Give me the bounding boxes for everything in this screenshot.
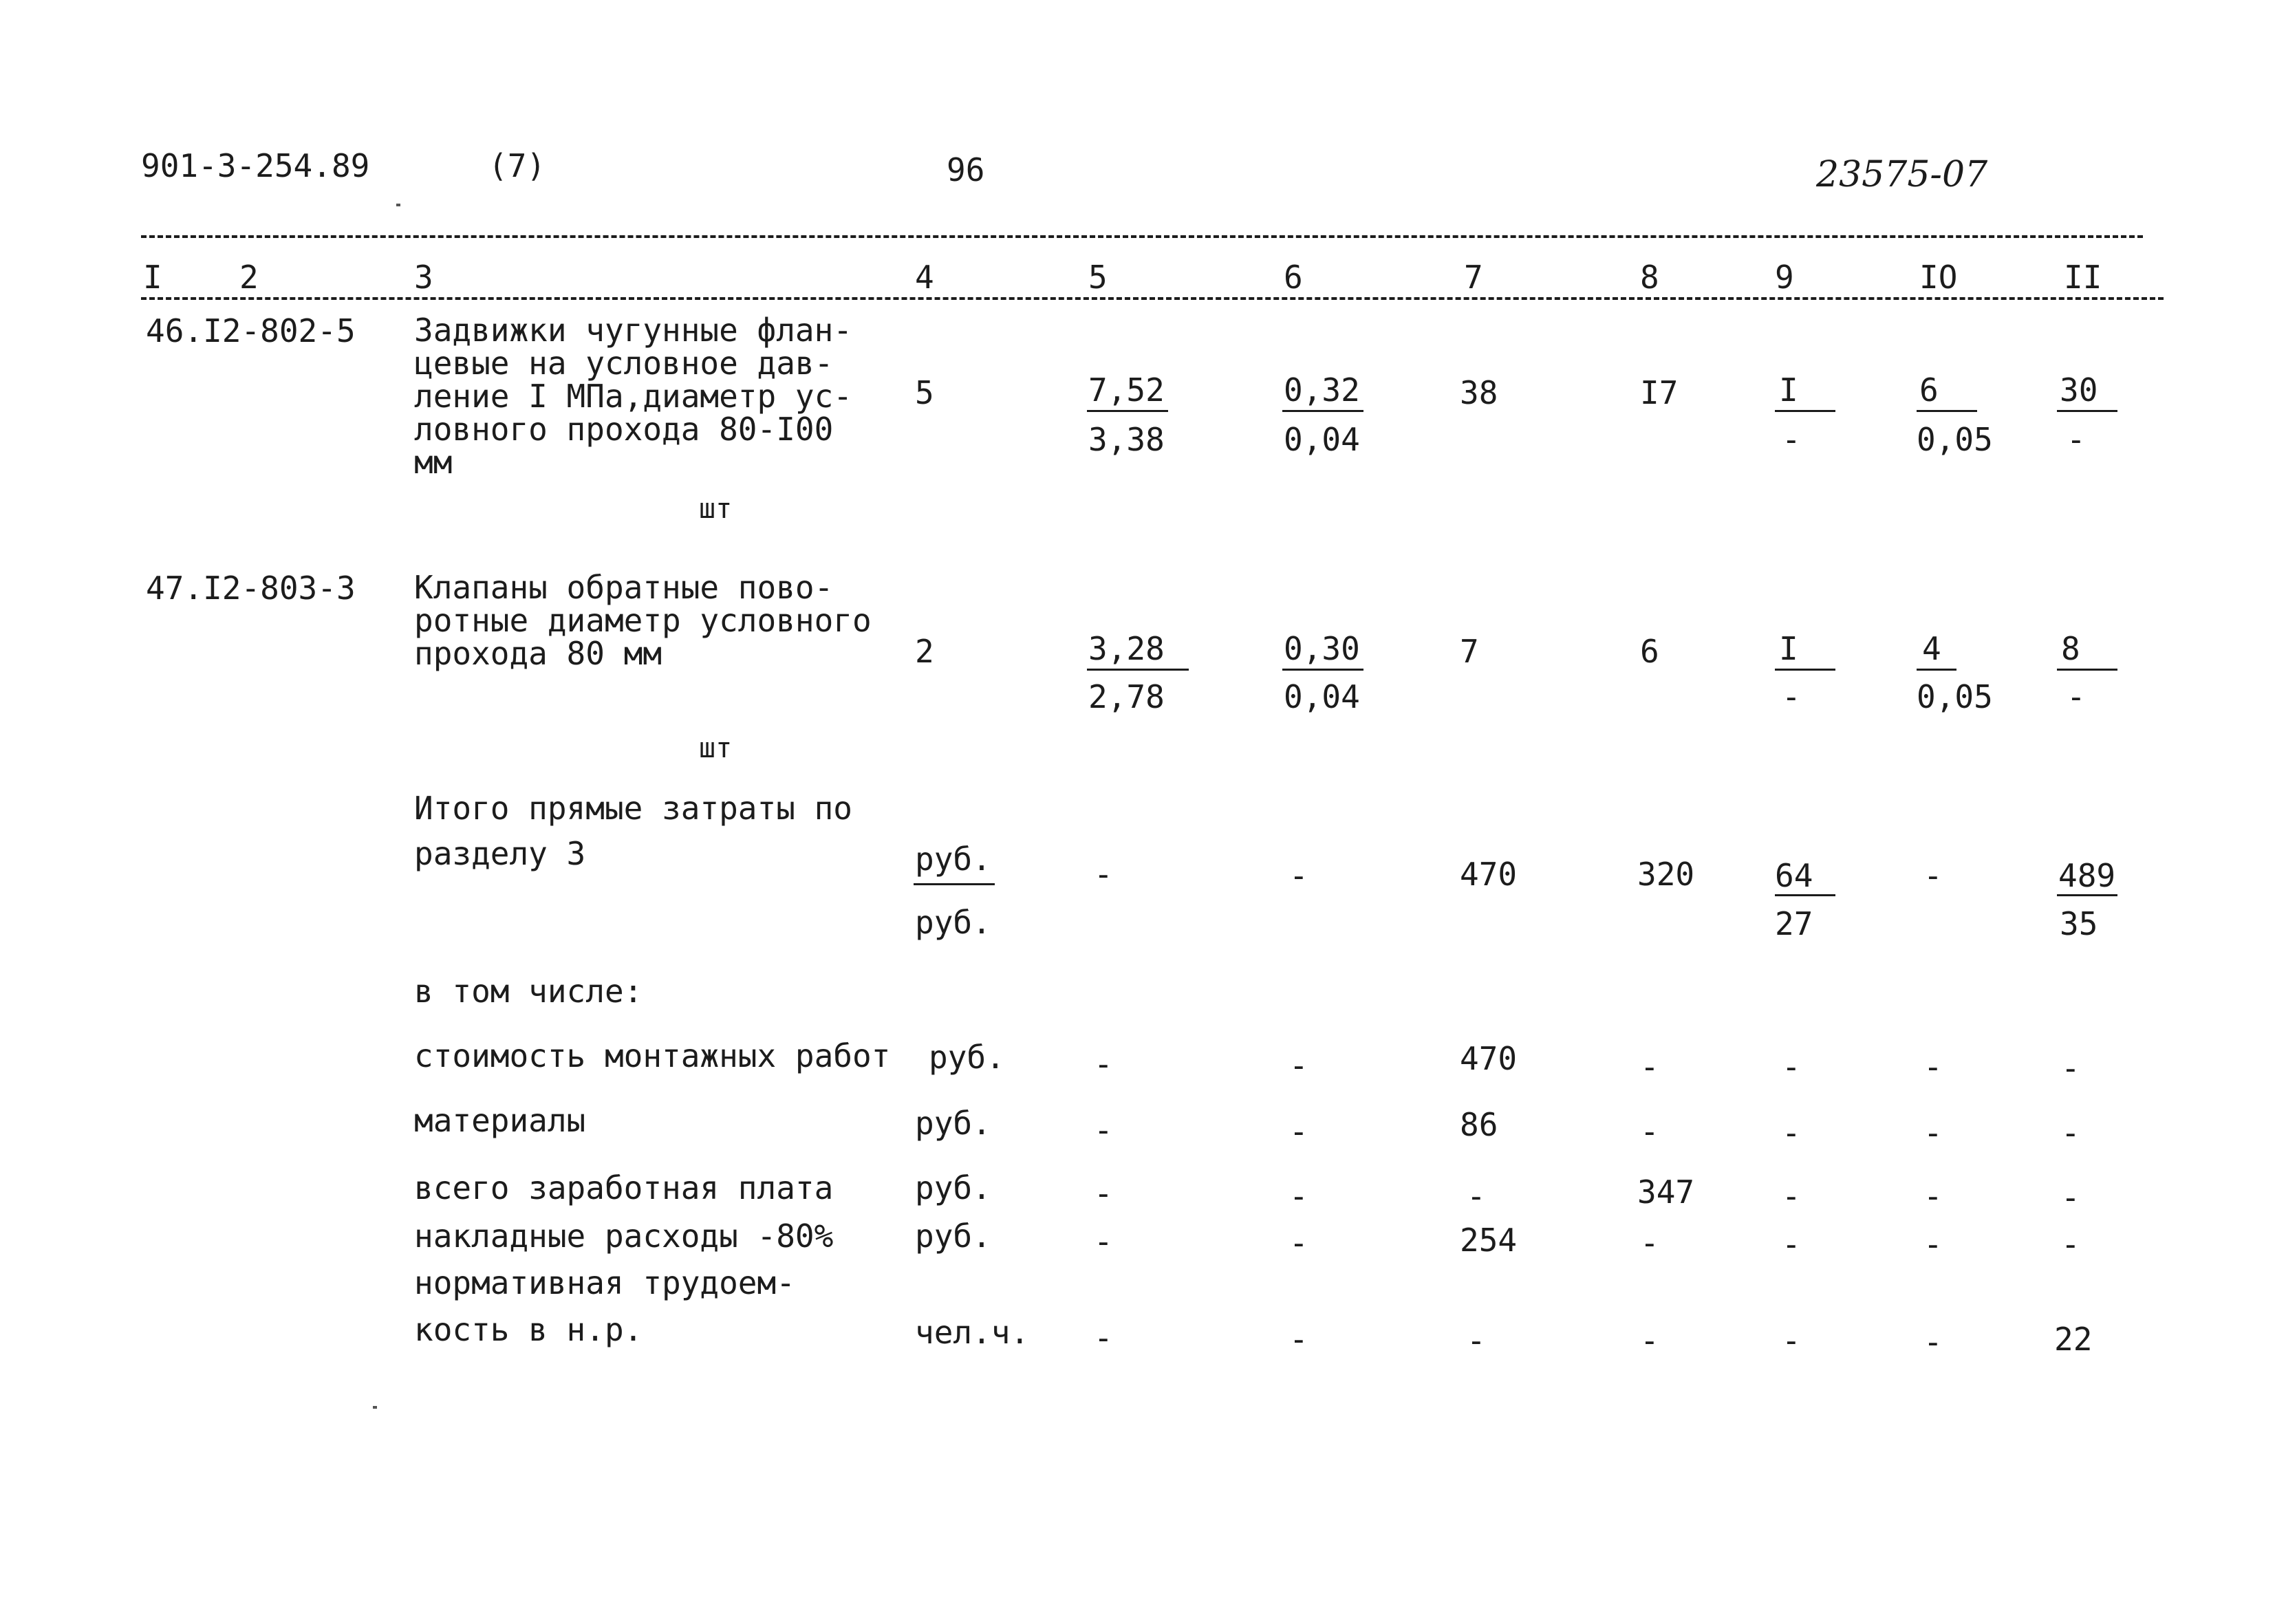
total-col9-bottom: 27 xyxy=(1775,905,1813,942)
col10-top-value: 6 xyxy=(1919,371,1939,409)
total-col11-top: 489 xyxy=(2058,857,2116,894)
item-description: Задвижки чугунные флан- цевые на условное дав- ление I МПа,диаметр ус- ловного прохода 80-I00 мм xyxy=(414,312,852,481)
inventory-number: 23575-07 xyxy=(1816,154,1988,195)
fraction-bar xyxy=(1917,410,1977,412)
total-col8: 320 xyxy=(1637,856,1695,893)
breakdown-col10: - xyxy=(1923,1114,1943,1151)
total-col7: 470 xyxy=(1460,856,1518,893)
breakdown-col10: - xyxy=(1923,1323,1943,1361)
col8-value: I7 xyxy=(1640,374,1679,411)
col9-top-value: I xyxy=(1779,630,1798,667)
unit-label: шт xyxy=(699,493,733,525)
header-rule xyxy=(141,235,2143,238)
col11-top-value: 30 xyxy=(2060,371,2098,409)
fraction-bar xyxy=(1775,410,1835,412)
column-header-6: 6 xyxy=(1284,259,1303,296)
column-header-5: 5 xyxy=(1088,259,1108,296)
total-col9-top: 64 xyxy=(1775,857,1813,894)
fraction-bar xyxy=(2057,410,2117,412)
col6-bottom-value: 0,04 xyxy=(1284,421,1360,458)
breakdown-label: материалы xyxy=(414,1102,586,1139)
fraction-bar xyxy=(2057,669,2117,671)
fraction-bar xyxy=(1775,669,1835,671)
breakdown-col11: - xyxy=(2061,1114,2080,1151)
breakdown-col11: 22 xyxy=(2054,1321,2093,1358)
col5-top-value: 3,28 xyxy=(1088,630,1165,667)
total-label-line2: разделу 3 xyxy=(414,835,586,872)
scan-speck xyxy=(396,204,400,206)
col10-bottom-value: 0,05 xyxy=(1917,421,1993,458)
breakdown-col7: 470 xyxy=(1460,1040,1518,1077)
unit-label: шт xyxy=(699,733,733,764)
col6-top-value: 0,32 xyxy=(1284,371,1360,409)
breakdown-unit: руб. xyxy=(915,1105,991,1142)
col6-top-value: 0,30 xyxy=(1284,630,1360,667)
breakdown-col7: - xyxy=(1467,1322,1486,1359)
document-code: 901-3-254.89 xyxy=(141,147,370,184)
fraction-bar xyxy=(1282,669,1363,671)
col9-bottom-value: - xyxy=(1782,678,1801,715)
including-label: в том числе: xyxy=(414,973,643,1010)
breakdown-label: всего заработная плата xyxy=(414,1169,834,1206)
breakdown-col7: 86 xyxy=(1460,1106,1498,1143)
item-description: Клапаны обратные пово- ротные диаметр условного прохода 80 мм xyxy=(414,569,872,672)
breakdown-col9: - xyxy=(1782,1226,1801,1263)
breakdown-col7: 254 xyxy=(1460,1222,1518,1259)
col7-value: 38 xyxy=(1460,374,1498,411)
breakdown-col5: - xyxy=(1094,1319,1113,1356)
total-unit-top: руб. xyxy=(915,841,991,878)
breakdown-col9: - xyxy=(1782,1048,1801,1085)
position-code: 46.I2-802-5 xyxy=(146,312,356,349)
breakdown-col10: - xyxy=(1923,1048,1943,1085)
breakdown-col5: - xyxy=(1094,1112,1113,1149)
col8-value: 6 xyxy=(1640,633,1659,670)
breakdown-unit: чел.ч. xyxy=(915,1314,1030,1351)
breakdown-col9: - xyxy=(1782,1114,1801,1151)
col11-bottom-value: - xyxy=(2067,678,2086,715)
breakdown-col8: - xyxy=(1640,1224,1659,1262)
col6-bottom-value: 0,04 xyxy=(1284,678,1360,715)
column-header-rule xyxy=(141,297,2164,300)
breakdown-col9: - xyxy=(1782,1322,1801,1359)
breakdown-col8: - xyxy=(1640,1113,1659,1150)
col10-top-value: 4 xyxy=(1922,630,1941,667)
scan-speck xyxy=(373,1406,377,1409)
breakdown-col6: - xyxy=(1289,1113,1308,1150)
col10-bottom-value: 0,05 xyxy=(1917,678,1993,715)
fraction-bar xyxy=(1917,669,1956,671)
page-number: 96 xyxy=(947,151,985,188)
breakdown-label: стоимость монтажных работ xyxy=(414,1037,891,1074)
column-header-2: 2 xyxy=(239,259,259,296)
breakdown-col7: - xyxy=(1467,1178,1486,1215)
breakdown-col11: - xyxy=(2061,1179,2080,1216)
breakdown-label-line2: кость в н.р. xyxy=(414,1311,643,1348)
col11-top-value: 8 xyxy=(2061,630,2080,667)
col11-bottom-value: - xyxy=(2067,421,2086,458)
breakdown-unit: руб. xyxy=(915,1169,991,1206)
col9-top-value: I xyxy=(1779,371,1798,409)
breakdown-col8: - xyxy=(1640,1322,1659,1359)
col9-bottom-value: - xyxy=(1782,421,1801,458)
total-label-line1: Итого прямые затраты по xyxy=(414,790,852,827)
column-header-3: 3 xyxy=(414,259,433,296)
fraction-bar xyxy=(1087,669,1189,671)
total-col6: - xyxy=(1289,857,1308,894)
breakdown-col8: 347 xyxy=(1637,1173,1695,1211)
column-header-4: 4 xyxy=(915,259,934,296)
breakdown-col8: - xyxy=(1640,1048,1659,1085)
fraction-bar xyxy=(2057,894,2117,896)
fraction-bar xyxy=(914,883,995,885)
breakdown-col6: - xyxy=(1289,1224,1308,1262)
col7-value: 7 xyxy=(1460,633,1479,670)
fraction-bar xyxy=(1775,894,1835,896)
breakdown-unit: руб. xyxy=(915,1217,991,1255)
column-header-9: 9 xyxy=(1775,259,1794,296)
col5-bottom-value: 2,78 xyxy=(1088,678,1165,715)
breakdown-col10: - xyxy=(1923,1178,1943,1215)
breakdown-col5: - xyxy=(1094,1223,1113,1260)
breakdown-col9: - xyxy=(1782,1178,1801,1215)
breakdown-col5: - xyxy=(1094,1046,1113,1083)
quantity-value: 2 xyxy=(915,633,934,670)
column-header-7: 7 xyxy=(1464,259,1483,296)
column-header-10: IO xyxy=(1919,259,1958,296)
breakdown-col5: - xyxy=(1094,1175,1113,1212)
col5-bottom-value: 3,38 xyxy=(1088,421,1165,458)
column-header-8: 8 xyxy=(1640,259,1659,296)
fraction-bar xyxy=(1282,410,1363,412)
col5-top-value: 7,52 xyxy=(1088,371,1165,409)
position-code: 47.I2-803-3 xyxy=(146,570,356,607)
column-header-11: II xyxy=(2064,259,2102,296)
total-col11-bottom: 35 xyxy=(2060,905,2098,942)
breakdown-col6: - xyxy=(1289,1178,1308,1215)
breakdown-label: накладные расходы -80% xyxy=(414,1217,834,1255)
breakdown-col10: - xyxy=(1923,1226,1943,1263)
breakdown-unit: руб. xyxy=(929,1039,1005,1076)
breakdown-label-line1: нормативная трудоем- xyxy=(414,1264,795,1301)
quantity-value: 5 xyxy=(915,374,934,411)
total-unit-bottom: руб. xyxy=(915,904,991,941)
breakdown-col6: - xyxy=(1289,1047,1308,1084)
breakdown-col6: - xyxy=(1289,1321,1308,1358)
breakdown-col11: - xyxy=(2061,1226,2080,1263)
sheet-mark: (7) xyxy=(488,147,546,184)
total-col10: - xyxy=(1923,857,1943,894)
column-header-1: I xyxy=(143,259,162,296)
fraction-bar xyxy=(1087,410,1168,412)
breakdown-col11: - xyxy=(2061,1050,2080,1087)
total-col5: - xyxy=(1094,856,1113,893)
